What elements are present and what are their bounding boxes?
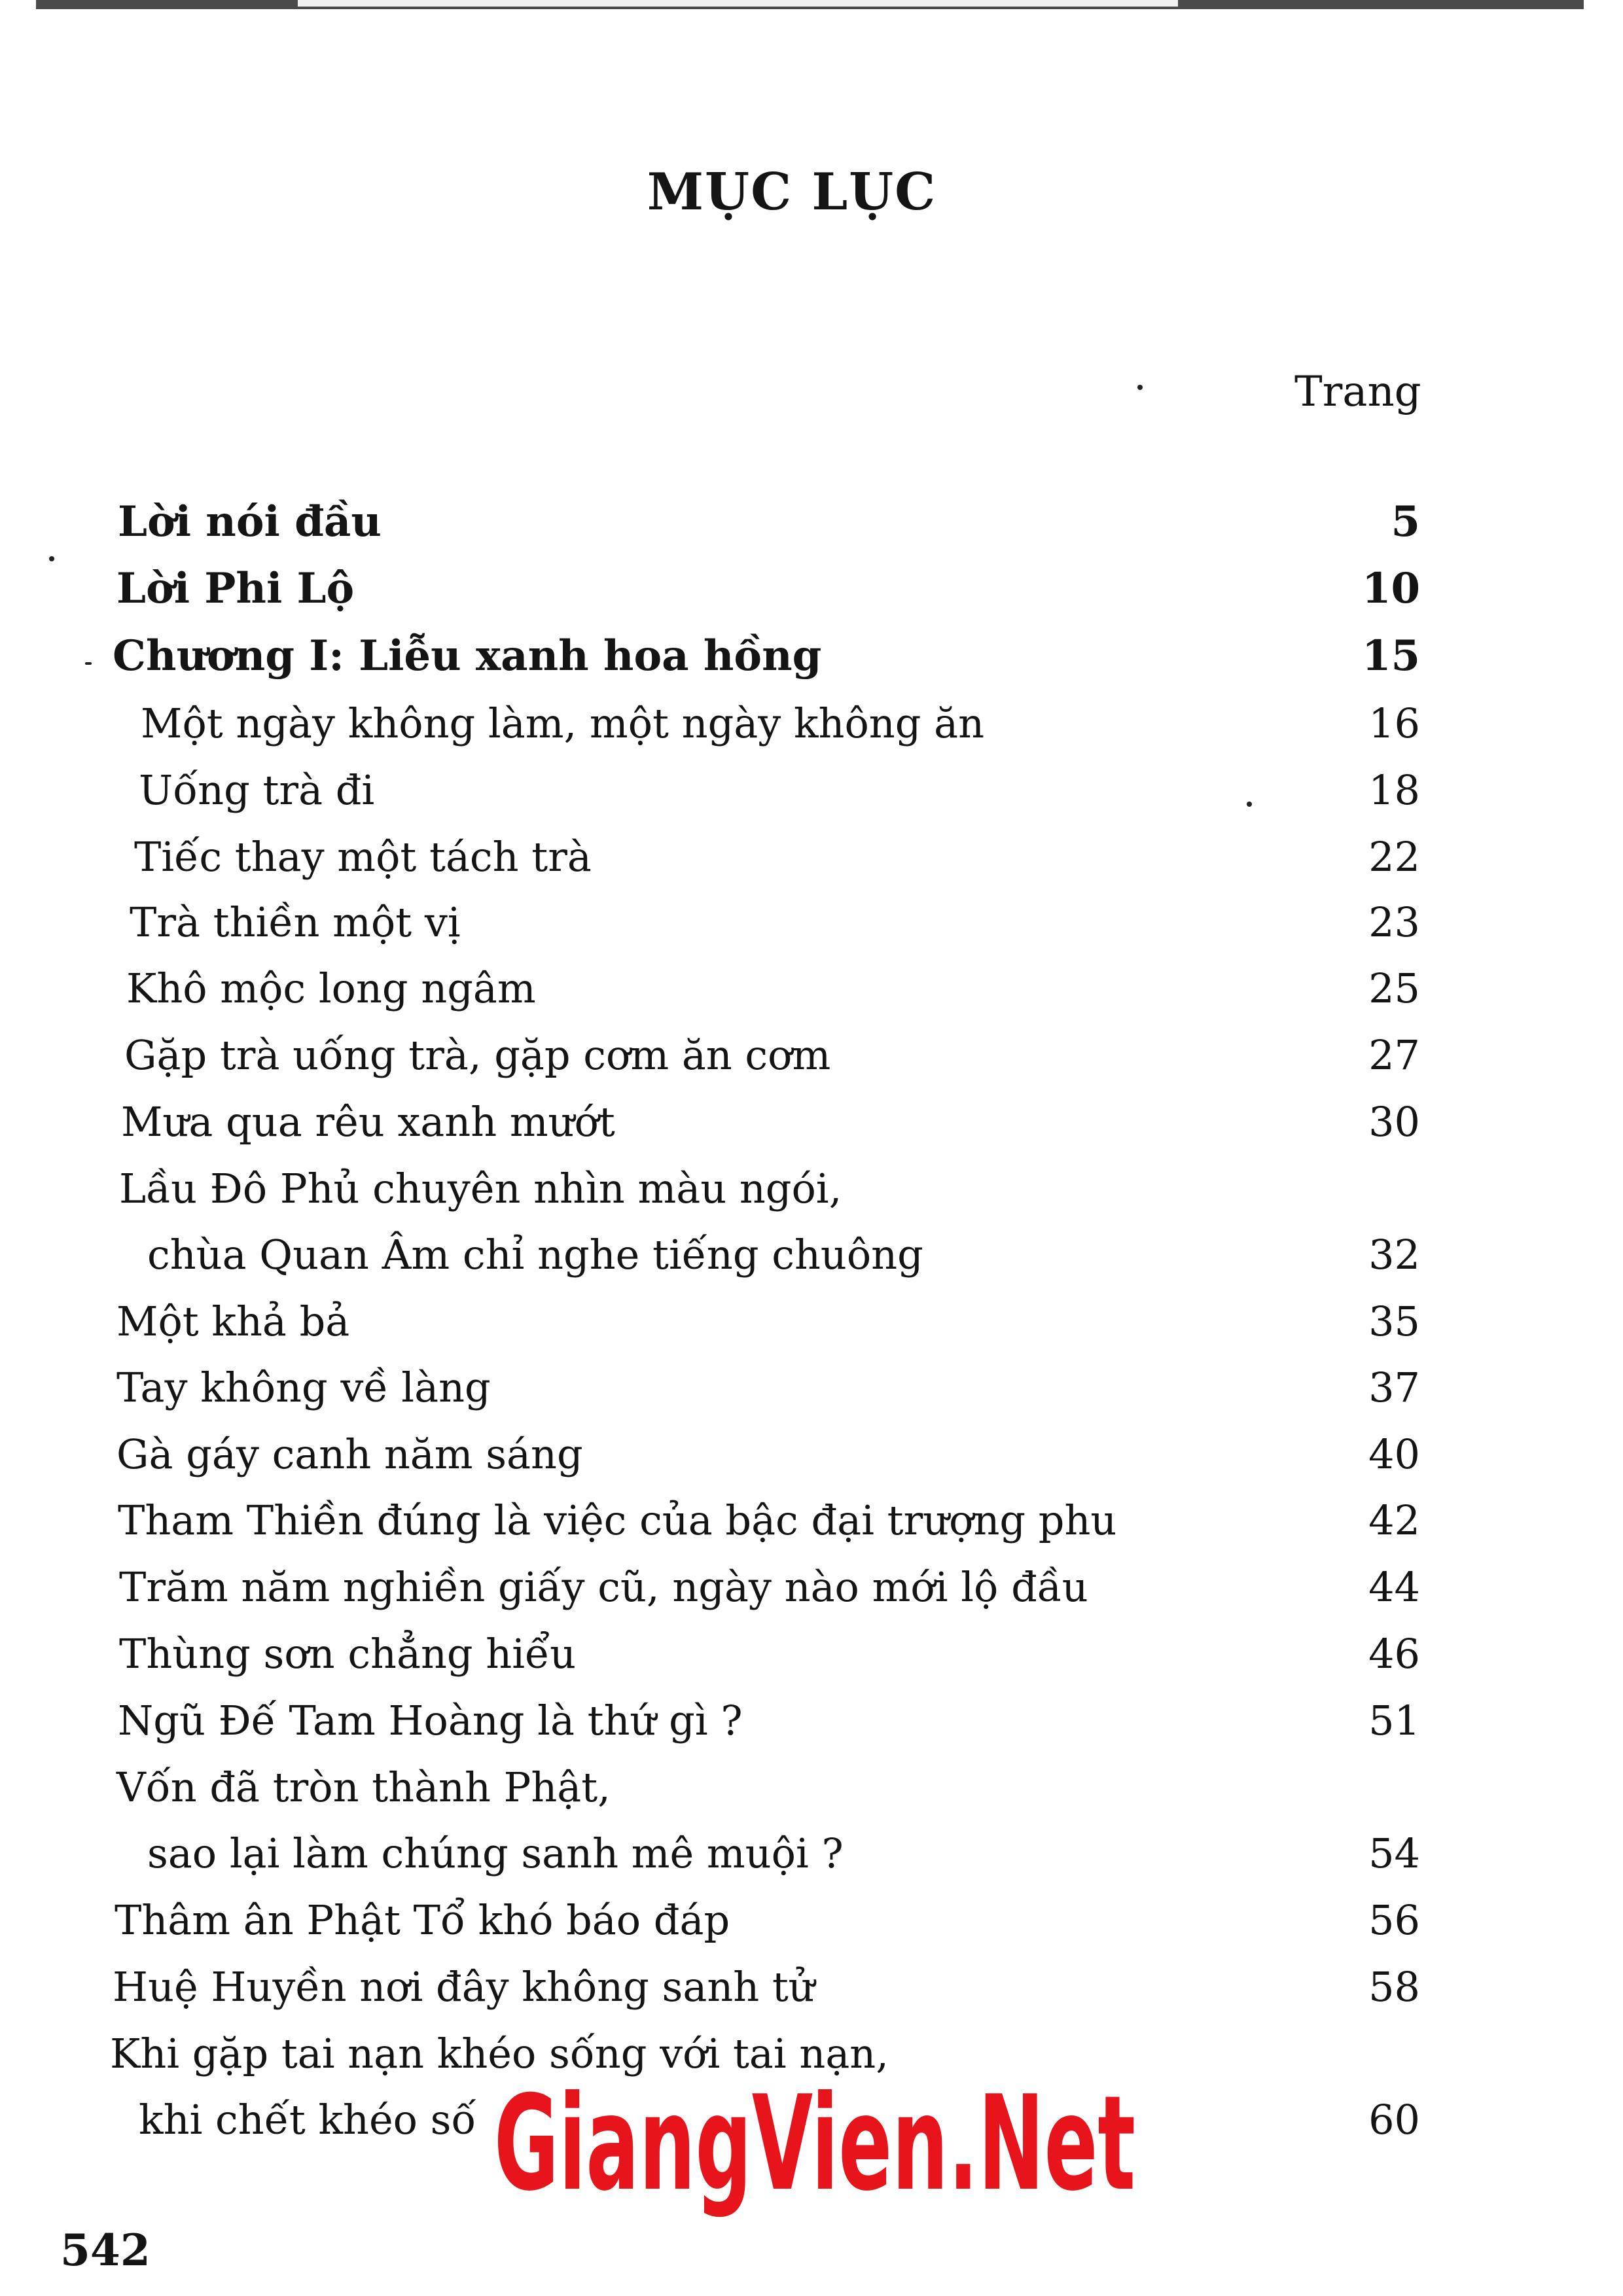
toc-entry (0, 1961, 1623, 2013)
page-column-label: Trang (1294, 368, 1421, 416)
toc-entry-title: Tiếc thay một tách trà (134, 833, 592, 881)
toc-entry-page: 37 (1368, 1364, 1420, 1411)
scan-speck (49, 556, 54, 561)
toc-entry-page: 16 (1368, 699, 1420, 747)
toc-entry-page: 32 (1368, 1231, 1420, 1279)
toc-entry (0, 1628, 1623, 1680)
toc-entry (0, 764, 1623, 817)
toc-entry-page: 56 (1368, 1896, 1420, 1944)
toc-entry (0, 1828, 1623, 1880)
toc-entry (0, 1163, 1623, 1215)
toc-entry-page: 10 (1361, 564, 1420, 613)
watermark-text: GiangVien.Net (494, 2074, 1135, 2220)
toc-entry-title: Lầu Đô Phủ chuyên nhìn màu ngói, (119, 1165, 842, 1212)
toc-entry-page: 22 (1368, 833, 1420, 881)
toc-entry-title: khi chết khéo số (139, 2096, 476, 2144)
toc-entry (0, 1894, 1623, 1947)
toc-entry (0, 1695, 1623, 1747)
scan-speck (1137, 385, 1143, 390)
toc-entry-title: Lời nói đầu (118, 497, 382, 546)
toc-entry-title: Một khả bả (116, 1298, 350, 1345)
scan-speck (85, 662, 92, 665)
toc-entry-page: 5 (1391, 497, 1420, 546)
toc-entry-title: Vốn đã tròn thành Phật, (116, 1763, 611, 1811)
toc-entry-title: Một ngày không làm, một ngày không ăn (141, 699, 985, 747)
toc-entry-page: 40 (1368, 1430, 1420, 1478)
scan-speck (1247, 802, 1252, 807)
toc-entry-page: 46 (1368, 1630, 1420, 1678)
toc-entry-title: Khi gặp tai nạn khéo sống với tai nạn, (110, 2030, 889, 2077)
toc-entry (0, 1428, 1623, 1481)
toc-entry (0, 1761, 1623, 1814)
toc-entry (0, 698, 1623, 750)
toc-entry (0, 1096, 1623, 1148)
toc-entry-page: 42 (1368, 1496, 1420, 1544)
toc-entry-page: 15 (1361, 631, 1420, 680)
toc-entry (0, 1561, 1623, 1614)
toc-heading: MỤC LỤC (647, 162, 937, 222)
toc-entry-title: Tay không về làng (116, 1364, 491, 1411)
toc-entry-page: 27 (1368, 1031, 1420, 1079)
toc-entry-title: Trà thiền một vị (130, 898, 461, 946)
toc-entry-title: Chương I: Liễu xanh hoa hồng (113, 631, 822, 680)
toc-entry (0, 896, 1623, 949)
toc-entry-page: 35 (1368, 1298, 1420, 1345)
toc-entry (0, 1494, 1623, 1547)
toc-entry-title: chùa Quan Âm chỉ nghe tiếng chuông (147, 1231, 923, 1279)
toc-entry (0, 496, 1623, 548)
toc-entry (0, 1362, 1623, 1414)
toc-entry-title: Ngũ Đế Tam Hoàng là thứ gì ? (118, 1697, 743, 1744)
toc-entry (0, 1229, 1623, 1281)
toc-entry-page: 51 (1368, 1697, 1420, 1744)
toc-entry-title: Trăm năm nghiền giấy cũ, ngày nào mới lộ đầu (119, 1563, 1088, 1611)
toc-entry (0, 563, 1623, 615)
toc-entry (0, 963, 1623, 1015)
toc-entry-title: Khô mộc long ngâm (126, 964, 536, 1012)
toc-entry-page: 44 (1368, 1563, 1420, 1611)
toc-entry-title: sao lại làm chúng sanh mê muội ? (147, 1829, 844, 1877)
toc-entry-page: 60 (1368, 2096, 1420, 2144)
toc-entry-title: Tham Thiền đúng là việc của bậc đại trượng phu (118, 1496, 1117, 1544)
toc-entry-title: Lời Phi Lộ (116, 564, 355, 613)
toc-entry-title: Gà gáy canh năm sáng (116, 1430, 583, 1478)
toc-entry-page: 58 (1368, 1963, 1420, 2011)
toc-entry (0, 1029, 1623, 1082)
toc-entry-page: 18 (1368, 766, 1420, 814)
toc-entry (0, 630, 1623, 682)
toc-entry (0, 2028, 1623, 2080)
toc-entry-page: 54 (1368, 1829, 1420, 1877)
toc-entry-title: Thâm ân Phật Tổ khó báo đáp (115, 1896, 730, 1944)
toc-entry-title: Gặp trà uống trà, gặp cơm ăn cơm (124, 1031, 831, 1079)
toc-entry-page: 23 (1368, 898, 1420, 946)
toc-entry-title: Huệ Huyền nơi đây không sanh tử (113, 1963, 815, 2011)
toc-entry (0, 1296, 1623, 1348)
toc-entry (0, 831, 1623, 883)
toc-entry-page: 25 (1368, 964, 1420, 1012)
toc-entry-title: Uống trà đi (139, 766, 375, 814)
page-number: 542 (60, 2225, 151, 2276)
toc-entry-page: 30 (1368, 1098, 1420, 1146)
toc-entry-title: Mưa qua rêu xanh mướt (121, 1098, 615, 1146)
watermark-logo (488, 2074, 1142, 2225)
toc-entry-title: Thùng sơn chẳng hiểu (119, 1630, 577, 1678)
